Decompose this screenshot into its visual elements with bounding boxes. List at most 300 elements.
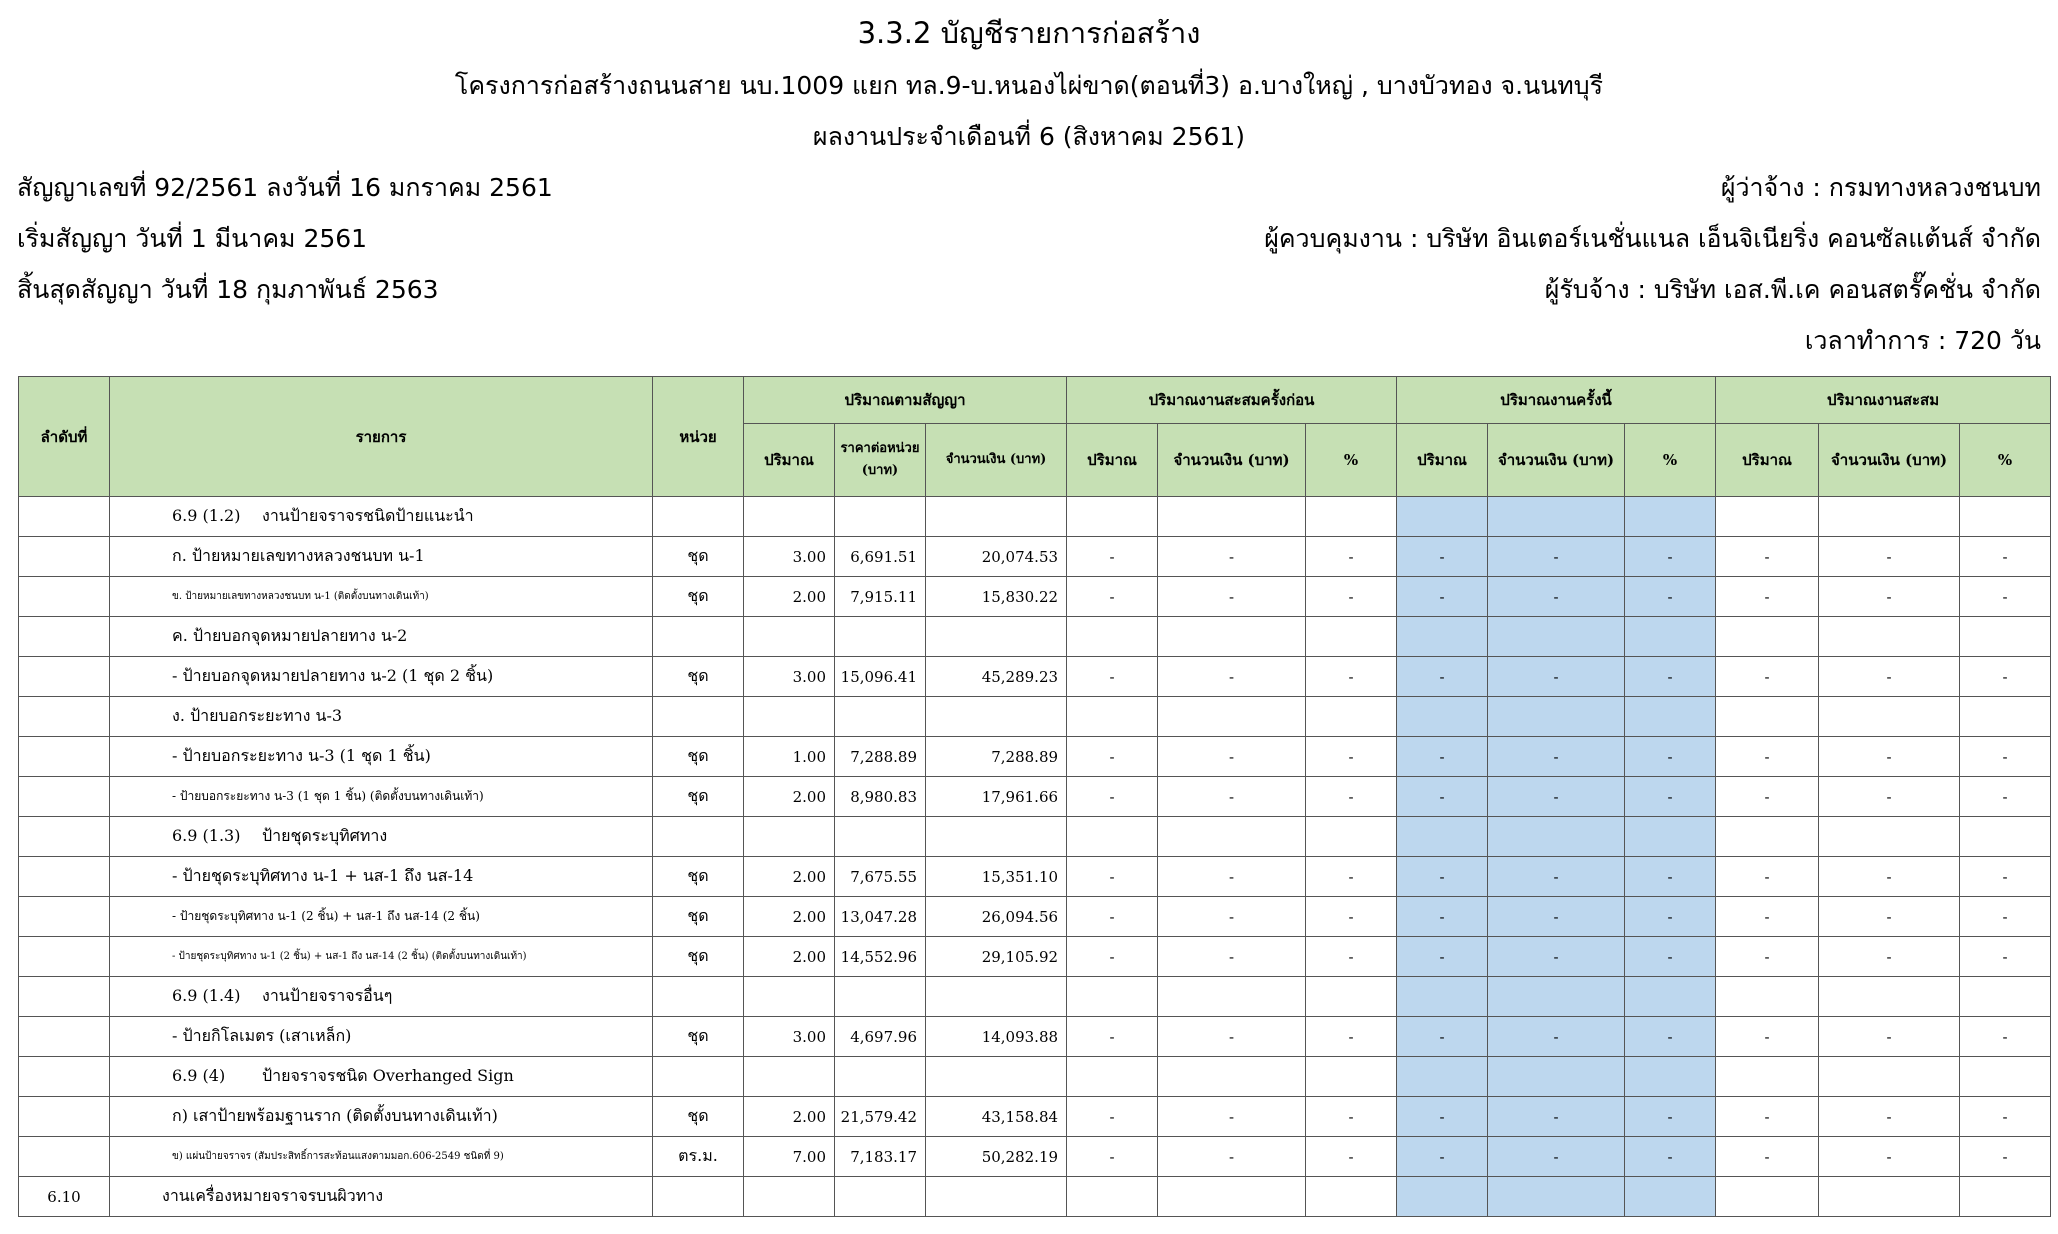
col-percent: % xyxy=(1306,424,1397,497)
cum-qty: - xyxy=(1716,897,1819,937)
row-item: - ป้ายบอกระยะทาง น-3 (1 ชุด 1 ชิ้น) (ติดตั้งบนทางเดินเท้า) xyxy=(110,777,653,817)
row-unit xyxy=(653,497,744,537)
cum-qty: - xyxy=(1716,657,1819,697)
row-seq xyxy=(19,577,110,617)
cur-amount: - xyxy=(1488,857,1625,897)
section-code: 6.9 (4) xyxy=(172,1066,226,1085)
cum-qty: - xyxy=(1716,1137,1819,1177)
row-seq xyxy=(19,897,110,937)
prev-amount: - xyxy=(1158,737,1306,777)
row-unit: ชุด xyxy=(653,937,744,977)
cum-amount: - xyxy=(1819,857,1960,897)
contract-unit-price: 8,980.83 xyxy=(835,777,926,817)
row-seq xyxy=(19,937,110,977)
col-group-cumulative: ปริมาณงานสะสม xyxy=(1716,377,2051,424)
prev-percent: - xyxy=(1306,897,1397,937)
cum-amount: - xyxy=(1819,737,1960,777)
row-item: ง. ป้ายบอกระยะทาง น-3 xyxy=(110,697,653,737)
row-unit: ชุด xyxy=(653,657,744,697)
table-row xyxy=(19,937,2051,977)
prev-qty xyxy=(1067,497,1158,537)
cur-percent: - xyxy=(1625,857,1716,897)
row-unit xyxy=(653,817,744,857)
col-group-current: ปริมาณงานครั้งนี้ xyxy=(1397,377,1716,424)
cum-amount: - xyxy=(1819,537,1960,577)
table-row xyxy=(19,1137,2051,1177)
row-unit: ชุด xyxy=(653,897,744,937)
cum-amount: - xyxy=(1819,1017,1960,1057)
cum-amount xyxy=(1819,617,1960,657)
contract-unit-price xyxy=(835,497,926,537)
row-unit xyxy=(653,977,744,1017)
prev-amount xyxy=(1158,1177,1306,1217)
cum-amount xyxy=(1819,977,1960,1017)
contract-qty xyxy=(744,817,835,857)
cur-qty: - xyxy=(1397,737,1488,777)
contract-qty: 7.00 xyxy=(744,1137,835,1177)
cum-qty: - xyxy=(1716,937,1819,977)
col-group-contract: ปริมาณตามสัญญา xyxy=(744,377,1067,424)
prev-amount xyxy=(1158,817,1306,857)
cum-amount: - xyxy=(1819,577,1960,617)
col-unit-price: ราคาต่อหน่วย (บาท) xyxy=(835,424,926,497)
contract-amount: 15,351.10 xyxy=(926,857,1067,897)
cur-percent xyxy=(1625,977,1716,1017)
cur-amount: - xyxy=(1488,737,1625,777)
prev-amount: - xyxy=(1158,777,1306,817)
prev-percent xyxy=(1306,1057,1397,1097)
prev-qty: - xyxy=(1067,1017,1158,1057)
row-item xyxy=(110,817,653,857)
row-item: ค. ป้ายบอกจุดหมายปลายทาง น-2 xyxy=(110,617,653,657)
table-row xyxy=(19,1097,2051,1137)
prev-qty: - xyxy=(1067,657,1158,697)
cum-amount: - xyxy=(1819,897,1960,937)
cum-qty: - xyxy=(1716,777,1819,817)
table-row xyxy=(19,737,2051,777)
row-item: - ป้ายบอกจุดหมายปลายทาง น-2 (1 ชุด 2 ชิ้น) xyxy=(110,657,653,697)
cum-amount: - xyxy=(1819,657,1960,697)
cur-qty xyxy=(1397,497,1488,537)
prev-amount xyxy=(1158,1057,1306,1097)
col-group-previous: ปริมาณงานสะสมครั้งก่อน xyxy=(1067,377,1397,424)
prev-amount xyxy=(1158,617,1306,657)
section-title: ป้ายชุดระบุทิศทาง xyxy=(262,826,388,845)
table-row xyxy=(19,537,2051,577)
contract-qty xyxy=(744,497,835,537)
row-unit: ชุด xyxy=(653,737,744,777)
prev-percent xyxy=(1306,817,1397,857)
prev-amount xyxy=(1158,697,1306,737)
work-duration: เวลาทำการ : 720 วัน xyxy=(1804,326,2041,355)
table-row xyxy=(19,857,2051,897)
cur-amount: - xyxy=(1488,1097,1625,1137)
contract-qty: 2.00 xyxy=(744,1097,835,1137)
contract-qty: 2.00 xyxy=(744,937,835,977)
table-row xyxy=(19,577,2051,617)
prev-percent xyxy=(1306,977,1397,1017)
contract-amount xyxy=(926,817,1067,857)
cum-qty xyxy=(1716,497,1819,537)
row-seq xyxy=(19,817,110,857)
cur-percent xyxy=(1625,1177,1716,1217)
cum-qty: - xyxy=(1716,737,1819,777)
row-item: - ป้ายชุดระบุทิศทาง น-1 + นส-1 ถึง นส-14 xyxy=(110,857,653,897)
prev-amount: - xyxy=(1158,1137,1306,1177)
cum-amount xyxy=(1819,817,1960,857)
cur-amount xyxy=(1488,977,1625,1017)
construction-items-table xyxy=(18,376,2051,1217)
contract-unit-price xyxy=(835,617,926,657)
col-qty: ปริมาณ xyxy=(1067,424,1158,497)
cur-qty: - xyxy=(1397,1097,1488,1137)
cum-percent xyxy=(1960,697,2051,737)
row-seq xyxy=(19,657,110,697)
cur-qty: - xyxy=(1397,1017,1488,1057)
contract-amount: 50,282.19 xyxy=(926,1137,1067,1177)
cur-amount: - xyxy=(1488,1017,1625,1057)
row-seq xyxy=(19,617,110,657)
cur-percent xyxy=(1625,697,1716,737)
page-title: 3.3.2 บัญชีรายการก่อสร้าง xyxy=(857,16,1201,50)
cum-qty xyxy=(1716,617,1819,657)
col-unit: หน่วย xyxy=(653,377,744,497)
cur-percent: - xyxy=(1625,537,1716,577)
prev-percent: - xyxy=(1306,777,1397,817)
row-item: - ป้ายชุดระบุทิศทาง น-1 (2 ชิ้น) + นส-1 ถึง นส-14 (2 ชิ้น) (ติดตั้งบนทางเดินเท้า) xyxy=(110,937,653,977)
contract-qty xyxy=(744,697,835,737)
contract-unit-price xyxy=(835,697,926,737)
row-unit: ชุด xyxy=(653,857,744,897)
row-unit: ชุด xyxy=(653,537,744,577)
cum-amount: - xyxy=(1819,937,1960,977)
prev-qty: - xyxy=(1067,897,1158,937)
row-unit: ชุด xyxy=(653,1097,744,1137)
prev-percent: - xyxy=(1306,577,1397,617)
row-unit: ชุด xyxy=(653,1017,744,1057)
report-period: ผลงานประจำเดือนที่ 6 (สิงหาคม 2561) xyxy=(812,122,1246,151)
row-seq xyxy=(19,1137,110,1177)
cur-qty: - xyxy=(1397,657,1488,697)
cum-amount xyxy=(1819,1057,1960,1097)
contract-unit-price: 21,579.42 xyxy=(835,1097,926,1137)
contract-amount: 26,094.56 xyxy=(926,897,1067,937)
cum-percent: - xyxy=(1960,537,2051,577)
cum-percent: - xyxy=(1960,1017,2051,1057)
prev-percent: - xyxy=(1306,737,1397,777)
cum-percent xyxy=(1960,1177,2051,1217)
prev-percent: - xyxy=(1306,1137,1397,1177)
cur-qty xyxy=(1397,697,1488,737)
cum-percent: - xyxy=(1960,1097,2051,1137)
row-seq xyxy=(19,977,110,1017)
contract-unit-price: 7,675.55 xyxy=(835,857,926,897)
table-row xyxy=(19,777,2051,817)
prev-qty: - xyxy=(1067,737,1158,777)
cur-qty: - xyxy=(1397,897,1488,937)
table-body xyxy=(19,497,2051,1217)
contract-amount xyxy=(926,617,1067,657)
col-qty: ปริมาณ xyxy=(1397,424,1488,497)
cum-percent: - xyxy=(1960,937,2051,977)
cur-qty: - xyxy=(1397,1137,1488,1177)
col-percent: % xyxy=(1960,424,2051,497)
prev-amount: - xyxy=(1158,537,1306,577)
contract-amount: 29,105.92 xyxy=(926,937,1067,977)
prev-qty: - xyxy=(1067,577,1158,617)
row-seq xyxy=(19,857,110,897)
row-unit xyxy=(653,1057,744,1097)
row-item: ข. ป้ายหมายเลขทางหลวงชนบท น-1 (ติดตั้งบนทางเดินเท้า) xyxy=(110,577,653,617)
section-code: 6.9 (1.3) xyxy=(172,826,241,845)
cum-qty xyxy=(1716,817,1819,857)
contract-amount xyxy=(926,1177,1067,1217)
cur-percent xyxy=(1625,817,1716,857)
cum-amount xyxy=(1819,497,1960,537)
prev-amount: - xyxy=(1158,657,1306,697)
prev-qty: - xyxy=(1067,1097,1158,1137)
table-row xyxy=(19,897,2051,937)
section-title: ป้ายจราจรชนิด Overhanged Sign xyxy=(262,1066,514,1085)
table-row xyxy=(19,697,2051,737)
prev-amount: - xyxy=(1158,897,1306,937)
contractor: ผู้รับจ้าง : บริษัท เอส.พี.เค คอนสตรั๊คชั่น จำกัด xyxy=(1544,275,2041,304)
cur-qty xyxy=(1397,977,1488,1017)
cum-percent: - xyxy=(1960,577,2051,617)
contract-qty: 3.00 xyxy=(744,657,835,697)
prev-percent: - xyxy=(1306,857,1397,897)
cum-amount: - xyxy=(1819,1097,1960,1137)
row-item: - ป้ายกิโลเมตร (เสาเหล็ก) xyxy=(110,1017,653,1057)
col-amount: จำนวนเงิน (บาท) xyxy=(1488,424,1625,497)
contract-amount: 15,830.22 xyxy=(926,577,1067,617)
contract-unit-price xyxy=(835,817,926,857)
contract-unit-price xyxy=(835,977,926,1017)
contract-qty: 2.00 xyxy=(744,577,835,617)
prev-qty: - xyxy=(1067,777,1158,817)
contract-amount: 45,289.23 xyxy=(926,657,1067,697)
cur-percent xyxy=(1625,497,1716,537)
prev-qty xyxy=(1067,697,1158,737)
row-unit xyxy=(653,1177,744,1217)
cum-percent xyxy=(1960,1057,2051,1097)
cur-amount xyxy=(1488,617,1625,657)
cum-percent: - xyxy=(1960,737,2051,777)
cum-amount: - xyxy=(1819,1137,1960,1177)
prev-percent: - xyxy=(1306,937,1397,977)
cur-percent: - xyxy=(1625,777,1716,817)
contract-qty xyxy=(744,617,835,657)
col-qty: ปริมาณ xyxy=(1716,424,1819,497)
row-unit xyxy=(653,617,744,657)
col-percent: % xyxy=(1625,424,1716,497)
contract-qty xyxy=(744,977,835,1017)
section-code: 6.9 (1.4) xyxy=(172,986,241,1005)
row-item xyxy=(110,497,653,537)
cum-amount xyxy=(1819,697,1960,737)
cur-amount: - xyxy=(1488,777,1625,817)
contract-amount xyxy=(926,1057,1067,1097)
cur-amount: - xyxy=(1488,1137,1625,1177)
col-amount: จำนวนเงิน (บาท) xyxy=(1819,424,1960,497)
table-row xyxy=(19,617,2051,657)
row-unit: ตร.ม. xyxy=(653,1137,744,1177)
table-row xyxy=(19,1177,2051,1217)
contract-qty: 3.00 xyxy=(744,1017,835,1057)
project-name: โครงการก่อสร้างถนนสาย นบ.1009 แยก ทล.9-บ.หนองไผ่ขาด(ตอนที่3) อ.บางใหญ่ , บางบัวทอง จ.นนทบุรี xyxy=(454,71,1604,100)
contract-unit-price: 4,697.96 xyxy=(835,1017,926,1057)
contract-qty: 2.00 xyxy=(744,857,835,897)
cur-percent: - xyxy=(1625,657,1716,697)
row-item: ก. ป้ายหมายเลขทางหลวงชนบท น-1 xyxy=(110,537,653,577)
row-item xyxy=(110,1057,653,1097)
employer: ผู้ว่าจ้าง : กรมทางหลวงชนบท xyxy=(1720,173,2041,202)
cum-percent: - xyxy=(1960,897,2051,937)
cum-percent xyxy=(1960,497,2051,537)
row-seq xyxy=(19,777,110,817)
cum-qty: - xyxy=(1716,857,1819,897)
prev-qty xyxy=(1067,617,1158,657)
cum-qty: - xyxy=(1716,577,1819,617)
prev-percent: - xyxy=(1306,1017,1397,1057)
table-row xyxy=(19,1017,2051,1057)
cur-qty xyxy=(1397,1177,1488,1217)
prev-amount: - xyxy=(1158,937,1306,977)
contract-qty xyxy=(744,1057,835,1097)
cur-percent: - xyxy=(1625,1017,1716,1057)
contract-unit-price: 15,096.41 xyxy=(835,657,926,697)
cur-percent: - xyxy=(1625,1097,1716,1137)
cur-qty: - xyxy=(1397,937,1488,977)
contract-amount xyxy=(926,497,1067,537)
row-seq xyxy=(19,737,110,777)
table-row xyxy=(19,817,2051,857)
col-item: รายการ xyxy=(110,377,653,497)
table-row xyxy=(19,657,2051,697)
cum-qty xyxy=(1716,1177,1819,1217)
prev-percent xyxy=(1306,617,1397,657)
table-row xyxy=(19,497,2051,537)
cur-qty: - xyxy=(1397,577,1488,617)
cum-amount: - xyxy=(1819,777,1960,817)
contract-qty: 1.00 xyxy=(744,737,835,777)
contract-unit-price: 6,691.51 xyxy=(835,537,926,577)
cur-qty xyxy=(1397,1057,1488,1097)
cum-qty: - xyxy=(1716,1017,1819,1057)
cum-percent xyxy=(1960,617,2051,657)
cur-amount: - xyxy=(1488,537,1625,577)
prev-percent: - xyxy=(1306,537,1397,577)
col-qty: ปริมาณ xyxy=(744,424,835,497)
table-row xyxy=(19,977,2051,1017)
prev-amount: - xyxy=(1158,857,1306,897)
contract-number: สัญญาเลขที่ 92/2561 ลงวันที่ 16 มกราคม 2561 xyxy=(17,173,553,202)
prev-percent: - xyxy=(1306,1097,1397,1137)
contract-qty: 2.00 xyxy=(744,897,835,937)
row-seq xyxy=(19,537,110,577)
cum-qty xyxy=(1716,1057,1819,1097)
row-item: ข) แผ่นป้ายจราจร (สัมประสิทธิ์การสะท้อนแสงตามมอก.606-2549 ชนิดที่ 9) xyxy=(110,1137,653,1177)
prev-percent: - xyxy=(1306,657,1397,697)
prev-amount xyxy=(1158,497,1306,537)
cur-qty: - xyxy=(1397,857,1488,897)
contract-qty: 2.00 xyxy=(744,777,835,817)
contract-unit-price: 7,915.11 xyxy=(835,577,926,617)
cur-percent: - xyxy=(1625,1137,1716,1177)
cur-percent: - xyxy=(1625,897,1716,937)
cur-qty xyxy=(1397,817,1488,857)
cur-qty: - xyxy=(1397,537,1488,577)
row-unit xyxy=(653,697,744,737)
cum-qty xyxy=(1716,697,1819,737)
cur-amount xyxy=(1488,497,1625,537)
cur-amount: - xyxy=(1488,577,1625,617)
contract-qty xyxy=(744,1177,835,1217)
prev-qty: - xyxy=(1067,857,1158,897)
prev-amount: - xyxy=(1158,577,1306,617)
row-seq xyxy=(19,697,110,737)
cur-amount xyxy=(1488,1057,1625,1097)
prev-qty xyxy=(1067,1177,1158,1217)
row-unit: ชุด xyxy=(653,577,744,617)
cur-amount xyxy=(1488,1177,1625,1217)
prev-qty xyxy=(1067,1057,1158,1097)
prev-percent xyxy=(1306,697,1397,737)
cum-percent: - xyxy=(1960,657,2051,697)
prev-percent xyxy=(1306,497,1397,537)
table-row xyxy=(19,1057,2051,1097)
prev-percent xyxy=(1306,1177,1397,1217)
row-item: - ป้ายบอกระยะทาง น-3 (1 ชุด 1 ชิ้น) xyxy=(110,737,653,777)
contract-end: สิ้นสุดสัญญา วันที่ 18 กุมภาพันธ์ 2563 xyxy=(17,275,439,304)
row-seq xyxy=(19,1017,110,1057)
cur-percent: - xyxy=(1625,937,1716,977)
cum-percent xyxy=(1960,977,2051,1017)
cum-percent: - xyxy=(1960,857,2051,897)
contract-start: เริ่มสัญญา วันที่ 1 มีนาคม 2561 xyxy=(17,224,368,253)
contract-amount: 17,961.66 xyxy=(926,777,1067,817)
cur-qty: - xyxy=(1397,777,1488,817)
cur-percent xyxy=(1625,617,1716,657)
cur-amount: - xyxy=(1488,897,1625,937)
contract-amount: 14,093.88 xyxy=(926,1017,1067,1057)
cur-percent: - xyxy=(1625,737,1716,777)
prev-qty: - xyxy=(1067,1137,1158,1177)
col-seq: ลำดับที่ xyxy=(19,377,110,497)
row-seq xyxy=(19,1057,110,1097)
cur-amount: - xyxy=(1488,937,1625,977)
contract-unit-price: 14,552.96 xyxy=(835,937,926,977)
section-title: งานป้ายจราจรชนิดป้ายแนะนำ xyxy=(262,506,474,525)
cur-percent xyxy=(1625,1057,1716,1097)
prev-qty xyxy=(1067,977,1158,1017)
row-seq: 6.10 xyxy=(19,1177,110,1217)
contract-qty: 3.00 xyxy=(744,537,835,577)
row-item: งานเครื่องหมายจราจรบนผิวทาง xyxy=(110,1177,653,1217)
row-item: - ป้ายชุดระบุทิศทาง น-1 (2 ชิ้น) + นส-1 ถึง นส-14 (2 ชิ้น) xyxy=(110,897,653,937)
section-title: งานป้ายจราจรอื่นๆ xyxy=(262,986,393,1005)
contract-amount: 43,158.84 xyxy=(926,1097,1067,1137)
prev-qty: - xyxy=(1067,937,1158,977)
cur-amount: - xyxy=(1488,657,1625,697)
contract-unit-price xyxy=(835,1057,926,1097)
prev-amount: - xyxy=(1158,1097,1306,1137)
cum-qty xyxy=(1716,977,1819,1017)
cum-amount xyxy=(1819,1177,1960,1217)
cur-amount xyxy=(1488,817,1625,857)
contract-unit-price xyxy=(835,1177,926,1217)
contract-amount xyxy=(926,977,1067,1017)
